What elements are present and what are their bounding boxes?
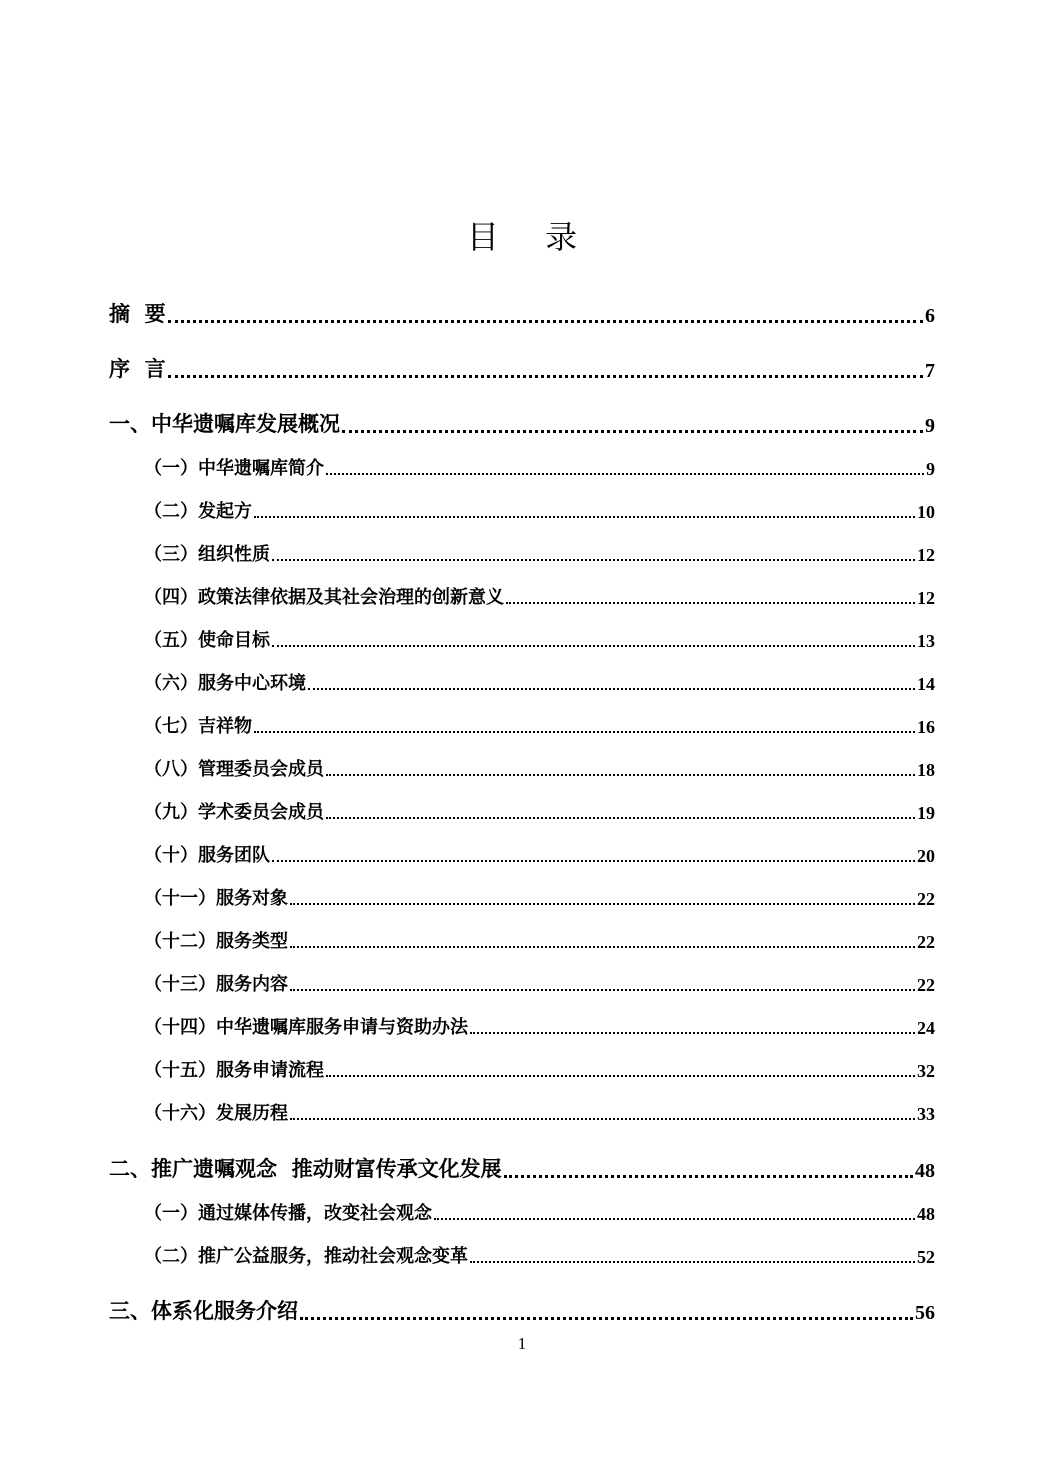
toc-page-number: 22 <box>917 975 935 995</box>
toc-page-number: 13 <box>917 631 935 651</box>
toc-entry-1-14[interactable] <box>144 1011 935 1039</box>
toc-leader-dots <box>470 1014 915 1034</box>
toc-entry-2-2[interactable] <box>144 1240 935 1268</box>
toc-leader-dots <box>506 584 915 604</box>
toc-leader-dots <box>272 627 915 647</box>
toc-entry-label: 三、体系化服务介绍 <box>109 1299 298 1323</box>
toc-page-number: 9 <box>926 459 935 479</box>
toc-entry-label: （四）政策法律依据及其社会治理的创新意义 <box>144 587 504 608</box>
toc-page-number: 32 <box>917 1061 935 1081</box>
toc-entry-1-12[interactable] <box>144 925 935 953</box>
toc-page-number: 19 <box>917 803 935 823</box>
toc-leader-dots <box>290 928 915 948</box>
toc-entry-label: （十二）服务类型 <box>144 931 288 952</box>
toc-entry-label: （一）通过媒体传播，改变社会观念 <box>144 1203 432 1224</box>
toc-entry-label: （六）服务中心环境 <box>144 673 306 694</box>
toc-page-number: 9 <box>925 415 935 437</box>
toc-entry-label: （八）管理委员会成员 <box>144 759 324 780</box>
toc-page-number: 16 <box>917 717 935 737</box>
toc-leader-dots <box>470 1243 915 1263</box>
toc-entry-1-5[interactable] <box>144 624 935 652</box>
toc-leader-dots <box>342 409 923 433</box>
toc-entry-1-10[interactable] <box>144 839 935 867</box>
toc-entry-abstract[interactable] <box>109 296 935 328</box>
toc-leader-dots <box>168 354 923 378</box>
toc-leader-dots <box>272 541 915 561</box>
toc-leader-dots <box>300 1296 913 1320</box>
toc-entry-label: （一）中华遗嘱库简介 <box>144 458 324 479</box>
toc-leader-dots <box>290 885 915 905</box>
toc-page-number: 7 <box>925 360 935 382</box>
toc-entry-1-11[interactable] <box>144 882 935 910</box>
toc-entry-label: （十六）发展历程 <box>144 1103 288 1124</box>
toc-page-number: 12 <box>917 588 935 608</box>
toc-page-number: 20 <box>917 846 935 866</box>
toc-leader-dots <box>326 799 915 819</box>
toc-leader-dots <box>254 498 915 518</box>
toc-page-number: 6 <box>925 305 935 327</box>
toc-page-number: 56 <box>915 1302 935 1324</box>
toc-entry-1-4[interactable] <box>144 581 935 609</box>
toc-entry-label: （二）推广公益服务，推动社会观念变革 <box>144 1246 468 1267</box>
toc-page-number: 24 <box>917 1018 935 1038</box>
toc-entry-label: （十一）服务对象 <box>144 888 288 909</box>
toc-entry-chapter-1[interactable] <box>109 406 935 438</box>
toc-entry-1-3[interactable] <box>144 538 935 566</box>
toc-leader-dots <box>434 1200 915 1220</box>
toc-leader-dots <box>290 1100 915 1120</box>
toc-entry-1-13[interactable] <box>144 968 935 996</box>
toc-page-number: 18 <box>917 760 935 780</box>
toc-leader-dots <box>308 670 915 690</box>
toc-entry-1-7[interactable] <box>144 710 935 738</box>
toc-entry-1-16[interactable] <box>144 1097 935 1125</box>
toc-page-number: 48 <box>915 1160 935 1182</box>
toc-leader-dots <box>290 971 915 991</box>
toc-entry-1-6[interactable] <box>144 667 935 695</box>
toc-page-number: 33 <box>917 1104 935 1124</box>
toc-entry-chapter-2[interactable] <box>109 1151 935 1183</box>
toc-page-number: 52 <box>917 1247 935 1267</box>
page-title: 目 录 <box>466 218 596 256</box>
toc-page-number: 48 <box>917 1204 935 1224</box>
toc-entry-1-2[interactable] <box>144 495 935 523</box>
toc-page-number: 10 <box>917 502 935 522</box>
toc-entry-preface[interactable] <box>109 351 935 383</box>
toc-entry-1-1[interactable] <box>144 452 935 480</box>
toc-entry-label: 摘 要 <box>109 302 166 326</box>
toc-entry-label: （十四）中华遗嘱库服务申请与资助办法 <box>144 1017 468 1038</box>
toc-leader-dots <box>272 842 915 862</box>
toc-page-number: 22 <box>917 889 935 909</box>
page-number-footer: 1 <box>517 1334 527 1353</box>
toc-entry-1-15[interactable] <box>144 1054 935 1082</box>
toc-leader-dots <box>326 455 924 475</box>
toc-entry-label: （五）使命目标 <box>144 630 270 651</box>
toc-leader-dots <box>168 299 923 323</box>
toc-page-number: 14 <box>917 674 935 694</box>
toc-entry-chapter-3[interactable] <box>109 1293 935 1325</box>
toc-entry-1-8[interactable] <box>144 753 935 781</box>
toc-leader-dots <box>326 1057 915 1077</box>
toc-entry-2-1[interactable] <box>144 1197 935 1225</box>
toc-leader-dots <box>504 1154 913 1178</box>
toc-page-number: 22 <box>917 932 935 952</box>
toc-entry-label: （九）学术委员会成员 <box>144 802 324 823</box>
toc-entry-label: 序 言 <box>109 357 166 381</box>
toc-page-number: 12 <box>917 545 935 565</box>
toc-entry-label: （七）吉祥物 <box>144 716 252 737</box>
toc-entry-1-9[interactable] <box>144 796 935 824</box>
toc-entry-label: （三）组织性质 <box>144 544 270 565</box>
toc-entry-label: （十）服务团队 <box>144 845 270 866</box>
toc-leader-dots <box>326 756 915 776</box>
toc-entry-label: （十五）服务申请流程 <box>144 1060 324 1081</box>
toc-entry-label: 一、中华遗嘱库发展概况 <box>109 412 340 436</box>
toc-leader-dots <box>254 713 915 733</box>
toc-entry-label: （十三）服务内容 <box>144 974 288 995</box>
toc-entry-label: 二、推广遗嘱观念 推动财富传承文化发展 <box>109 1157 502 1181</box>
toc-entry-label: （二）发起方 <box>144 501 252 522</box>
